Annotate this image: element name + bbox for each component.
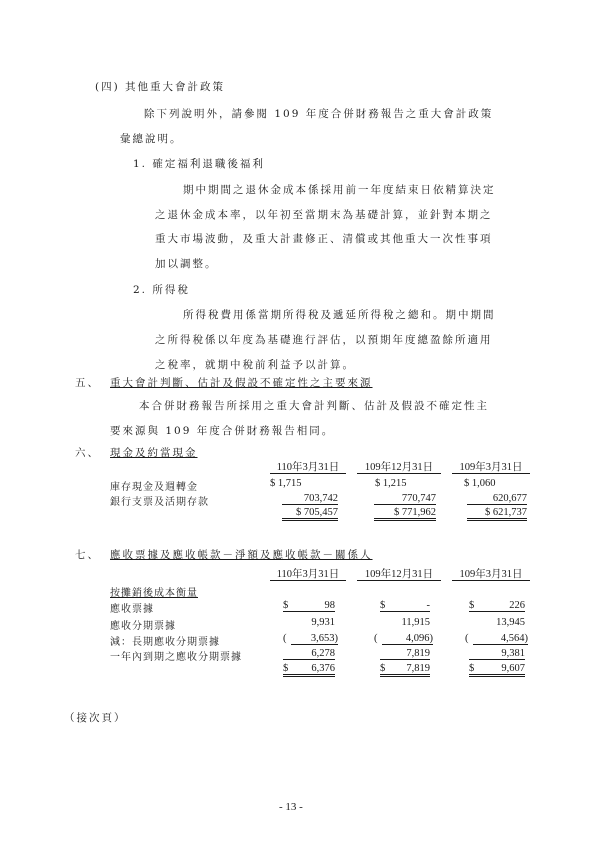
dollar-sign: $ [380, 600, 386, 611]
section5-number: 五、 [75, 377, 100, 389]
cash-row-value: 620,677 [467, 493, 527, 505]
recv-row-value: 6,278 [283, 648, 335, 660]
recv-total: 9,607 [469, 663, 525, 677]
recv-row-label: 應收票據 [110, 604, 154, 615]
item2-line1: 所得稅費用係當期所得稅及遞延所得稅之總和。期中期間 [183, 309, 496, 321]
recv-row-value: 13,945 [496, 617, 525, 628]
open-paren: ( [465, 633, 469, 644]
section5-line2: 要來源與 109 年度合併財務報告相同。 [110, 425, 335, 437]
recv-row-value: 7,819 [380, 648, 430, 660]
cash-total: $ 771,962 [374, 507, 436, 521]
item1-line3: 重大市場波動，及重大計畫修正、清償或其他重大一次性事項 [155, 233, 493, 245]
cash-row-value: $ 1,060 [464, 478, 496, 489]
cash-header-col3: 109年3月31日 [452, 462, 530, 474]
section5-line1: 本合併財務報告所採用之重大會計判斷、估計及假設不確定性主 [139, 400, 489, 412]
recv-header-col2: 109年12月31日 [357, 569, 441, 581]
cash-row-value: $ 1,215 [375, 478, 407, 489]
section4-heading: (四) 其他重大會計政策 [95, 81, 226, 93]
item2-line3: 之稅率，就期中稅前利益予以計算。 [155, 359, 355, 371]
recv-total: 6,376 [283, 663, 335, 677]
item1-title: 1. 確定福利退職後福利 [133, 158, 265, 170]
recv-subheading: 按攤銷後成本衡量 [110, 588, 198, 599]
recv-row-value: 9,931 [311, 617, 335, 628]
recv-row-value: 226 [469, 600, 525, 612]
dollar-sign: $ [283, 600, 289, 611]
recv-header-col1: 110年3月31日 [270, 569, 346, 581]
recv-row-value: 11,915 [401, 617, 430, 628]
section7-title: 應收票據及應收帳款－淨額及應收帳款－關係人 [110, 549, 373, 561]
recv-total: 7,819 [380, 663, 430, 677]
item1-line2: 之退休金成本率，以年初至當期末為基礎計算，並針對本期之 [155, 209, 493, 221]
continued-note: （接次頁） [64, 712, 127, 724]
page-number: - 13 - [279, 801, 303, 813]
recv-row-label: 減：長期應收分期票據 [110, 637, 220, 648]
recv-row-value: - [380, 600, 430, 612]
section6-number: 六、 [75, 447, 100, 459]
item1-line1: 期中期間之退休金成本係採用前一年度結束日依精算決定 [183, 184, 496, 196]
section7-number: 七、 [75, 549, 100, 561]
open-paren: ( [283, 633, 287, 644]
open-paren: ( [374, 633, 378, 644]
cash-row-label: 庫存現金及週轉金 [110, 482, 198, 493]
recv-header-col3: 109年3月31日 [452, 569, 530, 581]
recv-row-value: 9,381 [469, 648, 525, 660]
item2-title: 2. 所得稅 [133, 284, 190, 296]
cash-total: $ 621,737 [467, 507, 527, 521]
recv-row-value: 3,653) [291, 633, 338, 645]
dollar-sign: $ [283, 663, 289, 674]
cash-header-col1: 110年3月31日 [270, 462, 346, 474]
cash-row-value: 703,742 [282, 493, 338, 505]
recv-row-value: 98 [283, 600, 335, 612]
recv-row-label: 一年內到期之應收分期票據 [110, 652, 242, 663]
dollar-sign: $ [469, 663, 475, 674]
cash-total: $ 705,457 [282, 507, 338, 521]
recv-row-label: 應收分期票據 [110, 621, 176, 632]
section4-intro-line1: 除下列說明外，請參閱 109 年度合併財務報告之重大會計政策 [144, 108, 494, 120]
cash-row-value: 770,747 [374, 493, 436, 505]
dollar-sign: $ [380, 663, 386, 674]
cash-header-col2: 109年12月31日 [357, 462, 441, 474]
section6-title: 現金及約當現金 [110, 447, 198, 459]
section5-title: 重大會計判斷、估計及假設不確定性之主要來源 [110, 377, 373, 389]
recv-row-value: 4,564) [473, 633, 528, 645]
cash-row-label: 銀行支票及活期存款 [110, 497, 209, 508]
item2-line2: 之所得稅係以年度為基礎進行評估，以預期年度總盈餘所適用 [155, 334, 493, 346]
section4-intro-line2: 彙總說明。 [120, 133, 183, 145]
item1-line4: 加以調整。 [155, 258, 218, 270]
recv-row-value: 4,096) [382, 633, 433, 645]
dollar-sign: $ [469, 600, 475, 611]
cash-row-value: $ 1,715 [270, 478, 302, 489]
